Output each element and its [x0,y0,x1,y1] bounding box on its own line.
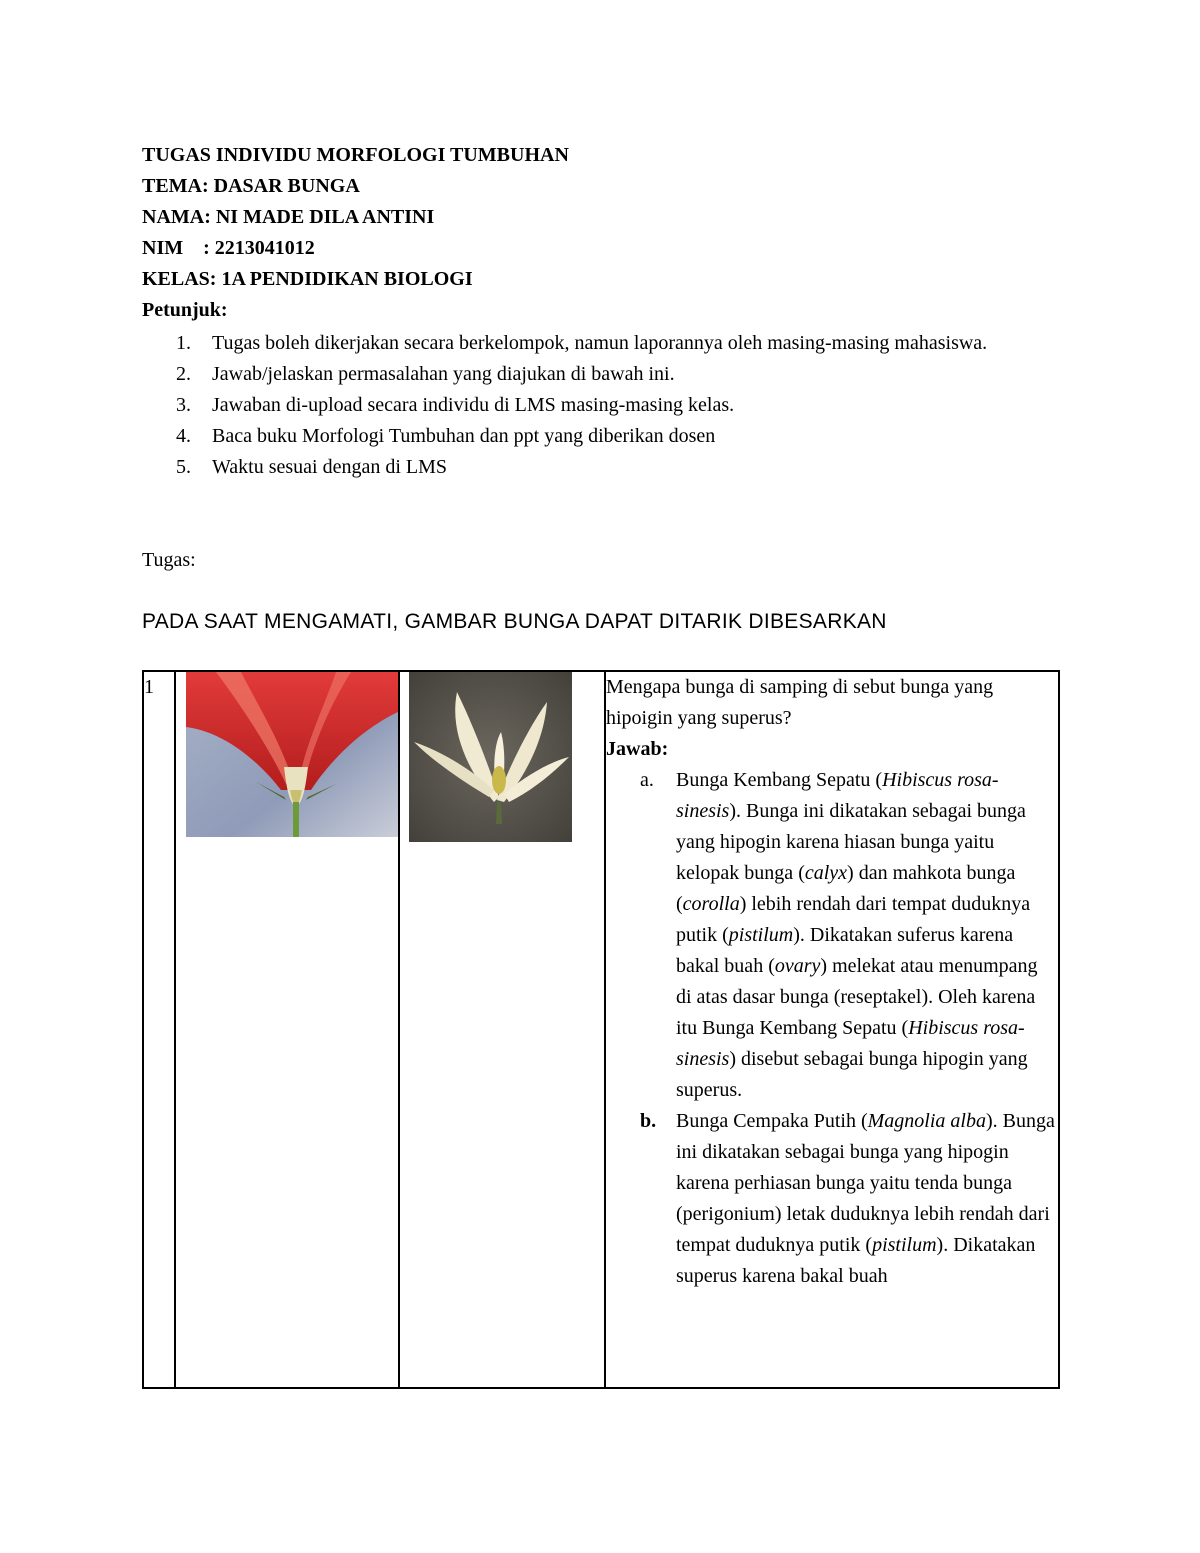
nim-line: NIM : 2213041012 [142,237,315,259]
document-title: TUGAS INDIVIDU MORFOLOGI TUMBUHAN [142,144,569,166]
image-cell-magnolia [399,671,605,1388]
row-number: 1 [143,671,175,1388]
question-text: Mengapa bunga di samping di sebut bunga yang hipoigin yang superus? [606,676,994,729]
question-answer-cell [605,671,1059,1388]
task-table [142,670,1060,1389]
tema-line: TEMA: DASAR BUNGA [142,175,360,197]
instruction-list [142,328,1042,483]
instruction-item: 3. Jawaban di-upload secara individu di LMS masing-masing kelas. [176,394,735,416]
instruction-item: 1. Tugas boleh dikerjakan secara berkelompok, namun laporannya oleh masing-masing mahasiswa. [176,332,988,354]
magnolia-flower-image[interactable] [409,672,572,842]
answer-label: Jawab: [606,738,669,760]
kelas-line: KELAS: 1A PENDIDIKAN BIOLOGI [142,268,473,290]
nama-line: NAMA: NI MADE DILA ANTINI [142,206,435,228]
instruction-item: 2. Jawab/jelaskan permasalahan yang diajukan di bawah ini. [176,363,675,385]
tugas-label: Tugas: [142,549,196,571]
answer-item-b: b. Bunga Cempaka Putih (Magnolia alba). Bunga ini dikatakan sebagai bunga yang hipogin karena perhiasan bunga yaitu tenda bunga (perigonium) letak duduknya lebih rendah dari tempat duduknya putik (pistilum). Dikatakan superus karena bakal buah [640,1110,1055,1287]
answer-list [606,765,1058,1292]
petunjuk-label: Petunjuk: [142,299,228,321]
answer-item-a: a. Bunga Kembang Sepatu (Hibiscus rosa-sinesis). Bunga ini dikatakan sebagai bunga yang hipogin karena hiasan bunga yaitu kelopak bunga (calyx) dan mahkota bunga (corolla) lebih rendah dari tempat duduknya putik (pistilum). Dikatakan suferus karena bakal buah (ovary) melekat atau menumpang di atas dasar bunga (reseptakel). Oleh karena itu Bunga Kembang Sepatu (Hibiscus rosa-sinesis) disebut sebagai bunga hipogin yang superus. [640,769,1038,1101]
table-row [143,671,1059,1388]
instruction-item: 5. Waktu sesuai dengan di LMS [176,456,448,478]
instruction-item: 4. Baca buku Morfologi Tumbuhan dan ppt yang diberikan dosen [176,425,716,447]
hibiscus-flower-image[interactable] [186,672,398,837]
notice-text: PADA SAAT MENGAMATI, GAMBAR BUNGA DAPAT DITARIK DIBESARKAN [142,610,887,633]
image-cell-hibiscus [175,671,399,1388]
